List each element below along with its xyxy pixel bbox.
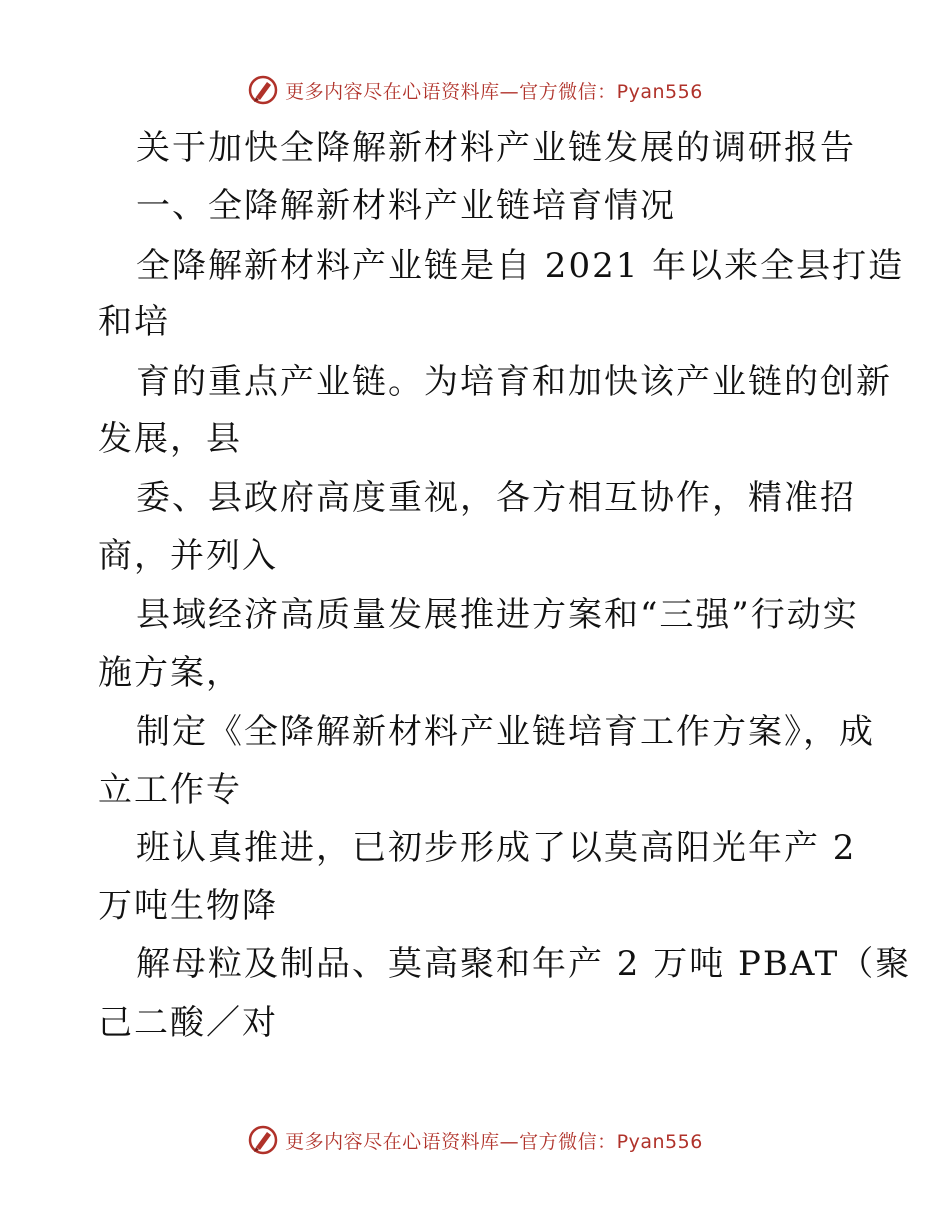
paragraph-line: 全降解新材料产业链是自 2021 年以来全县打造 [136,246,905,286]
section-heading: 一、全降解新材料产业链培育情况 [136,186,676,226]
paragraph-line: 班认真推进，已初步形成了以莫高阳光年产 2 [136,828,857,868]
paragraph-line: 委、县政府高度重视，各方相互协作，精准招 [136,478,856,518]
paragraph-line: 解母粒及制品、莫高聚和年产 2 万吨 PBAT（聚 [136,944,912,984]
paragraph-line: 县域经济高质量发展推进方案和“三强”行动实 [136,595,859,635]
pen-seal-logo-icon [247,74,279,106]
header-watermark [0,72,950,108]
paragraph-line: 己二酸／对 [98,1003,278,1043]
watermark-text: 更多内容尽在心语资料库—官方微信：Pyan556 [285,80,703,103]
paragraph-line: 和培 [98,302,170,342]
paragraph-line: 发展，县 [98,419,242,459]
paragraph-line: 育的重点产业链。为培育和加快该产业链的创新 [136,362,892,402]
watermark-text: 更多内容尽在心语资料库—官方微信：Pyan556 [285,1130,703,1153]
paragraph-line: 商，并列入 [98,536,278,576]
paragraph-line: 立工作专 [98,770,242,810]
pen-seal-logo-icon [247,1124,279,1156]
document-title: 关于加快全降解新材料产业链发展的调研报告 [136,128,856,168]
paragraph-line: 制定《全降解新材料产业链培育工作方案》，成 [136,712,875,752]
paragraph-line: 施方案， [98,653,242,693]
footer-watermark [0,1122,950,1158]
paragraph-line: 万吨生物降 [98,886,278,926]
